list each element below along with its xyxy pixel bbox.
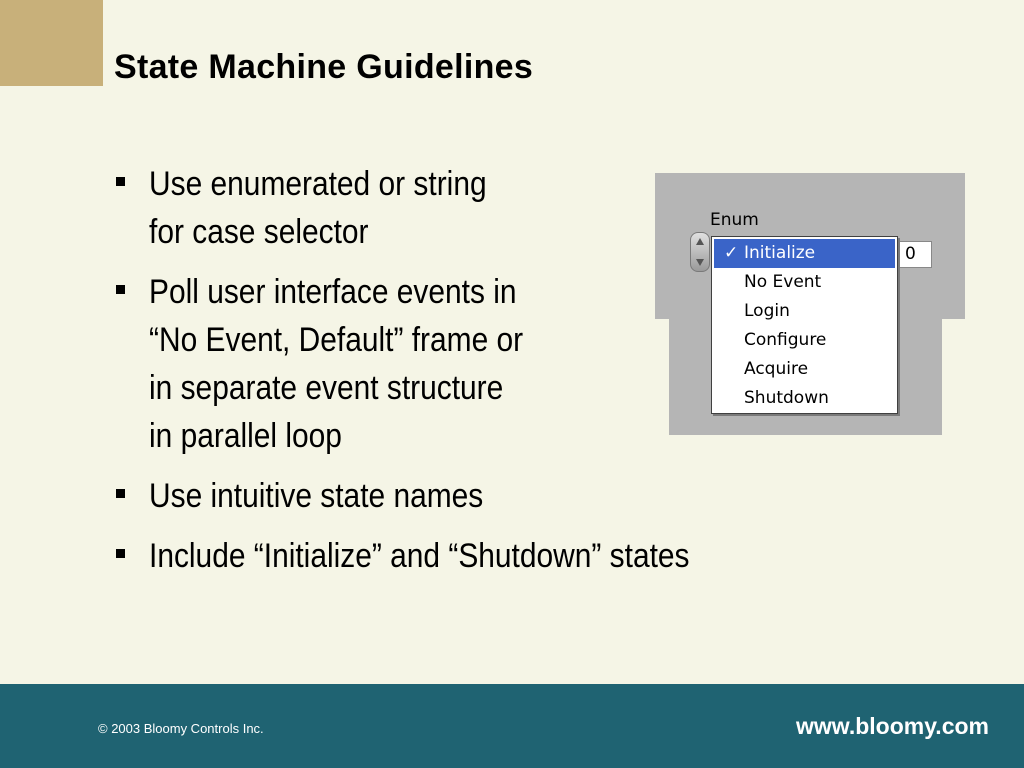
enum-label: Enum (710, 210, 759, 230)
enum-menu-item-label: Configure (744, 330, 827, 350)
enum-menu-item-label: Login (744, 301, 790, 321)
bullet-text-line: Use intuitive state names (149, 477, 484, 515)
enum-menu-item-login[interactable] (712, 297, 897, 326)
bullet-item (112, 472, 763, 520)
bullet-item (112, 532, 763, 580)
bullet-text-line: Poll user interface events in (149, 273, 517, 311)
enum-menu-item-label: Acquire (744, 359, 809, 379)
enum-increment-decrement-arrows-icon[interactable] (690, 232, 710, 272)
footer-copyright: © 2003 Bloomy Controls Inc. (98, 721, 264, 736)
enum-numeric-display: 0 (898, 241, 932, 268)
bullet-text-line: in separate event structure (149, 369, 504, 407)
enum-menu-item-label: Initialize (744, 243, 816, 263)
corner-accent-block (0, 0, 103, 86)
enum-menu-item-configure[interactable] (712, 326, 897, 355)
enum-dropdown-menu (711, 236, 898, 414)
enum-menu-item-shutdown[interactable] (712, 384, 897, 413)
square-bullet-icon (116, 549, 125, 558)
square-bullet-icon (116, 489, 125, 498)
footer-bar (0, 684, 1024, 768)
enum-menu-item-no-event[interactable] (712, 268, 897, 297)
enum-menu-item-initialize[interactable] (714, 239, 895, 268)
bullet-text-line: “No Event, Default” frame or (149, 321, 524, 359)
slide-title: State Machine Guidelines (114, 48, 534, 86)
bullet-text-line: in parallel loop (149, 417, 342, 455)
checkmark-icon: ✓ (724, 243, 739, 263)
square-bullet-icon (116, 177, 125, 186)
bullet-text-line: Include “Initialize” and “Shutdown” states (149, 537, 690, 575)
square-bullet-icon (116, 285, 125, 294)
enum-menu-item-acquire[interactable] (712, 355, 897, 384)
footer-website-link[interactable]: www.bloomy.com (796, 713, 989, 739)
bullet-text-line: Use enumerated or string (149, 165, 487, 203)
enum-menu-item-label: Shutdown (744, 388, 829, 408)
enum-menu-item-label: No Event (744, 272, 822, 292)
bullet-text-line: for case selector (149, 213, 369, 251)
